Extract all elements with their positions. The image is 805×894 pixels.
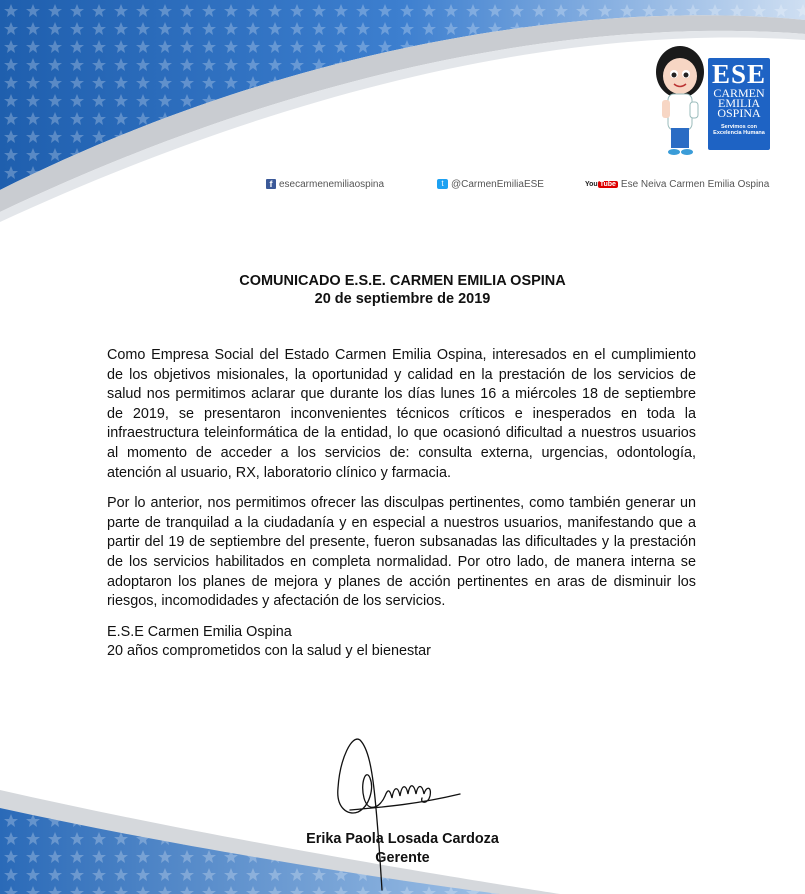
youtube-icon [585,181,618,188]
logo-name-line: EMILIA [718,96,760,110]
twitter-handle: @CarmenEmiliaESE [451,178,544,190]
logo-name-line: OSPINA [717,106,761,120]
youtube-logo-text: You [585,180,598,188]
signatory-role: Gerente [375,850,430,866]
closing-motto: 20 años comprometidos con la salud y el bienestar [107,643,431,660]
logo-ese-text: ESE [711,59,767,89]
body-paragraph: Como Empresa Social del Estado Carmen Emilia Ospina, interesados en el cumplimiento de los objetivos misionales, la oportunidad y calidad en la prestación de los servicios de salud nos permitimos aclarar que durante los días lunes 16 a miércoles 18 de septiembre de 2019, se presentaron inconvenientes técnicos críticos e inesperados en toda la infraestructura teleinformática de la entidad, lo que ocasionó dificultad a nuestros usuarios al momento de acceder a los servicios de: consulta externa, urgencias, odontología, atención al usuario, RX, laboratorio clínico y farmacia. [107,347,696,481]
twitter-link[interactable] [437,176,544,192]
facebook-handle: esecarmenemiliaospina [279,178,385,190]
twitter-icon: t [437,179,448,189]
youtube-link[interactable] [585,176,769,192]
signatory-name: Erika Paola Losada Cardoza [306,831,499,847]
closing-block [107,623,696,662]
ese-logo-box [708,58,770,150]
logo-name-line: CARMEN [713,86,765,100]
closing-entity: E.S.E Carmen Emilia Ospina [107,623,292,640]
document-title: COMUNICADO E.S.E. CARMEN EMILIA OSPINA [239,273,566,289]
youtube-logo-box: Tube [599,180,616,188]
document-body [107,346,696,662]
mascot-nurse-icon [650,44,716,159]
handwritten-signature [330,728,470,894]
facebook-link[interactable] [266,176,384,192]
ese-logo [650,44,770,159]
facebook-icon: f [266,179,276,189]
logo-slogan: Servimos con Excelencia Humana [713,124,765,136]
body-paragraph: Por lo anterior, nos permitimos ofrecer las disculpas pertinentes, como también generar un parte de tranquilad a la ciudadanía y en especial a nuestros usuarios, manifestando que a partir del 19 de septiembre del presente, fueron subsanadas las dificultades y la prestación de los servicios habilitados en completa normalidad. Por otro lado, de manera interna se adoptaron los planes de mejora y planes de acción pertinentes en aras de disminuir los riesgos, incomodidades y afectación de los servicios. [107,495,696,610]
document-date: 20 de septiembre de 2019 [314,291,491,307]
youtube-channel: Ese Neiva Carmen Emilia Ospina [620,178,770,190]
